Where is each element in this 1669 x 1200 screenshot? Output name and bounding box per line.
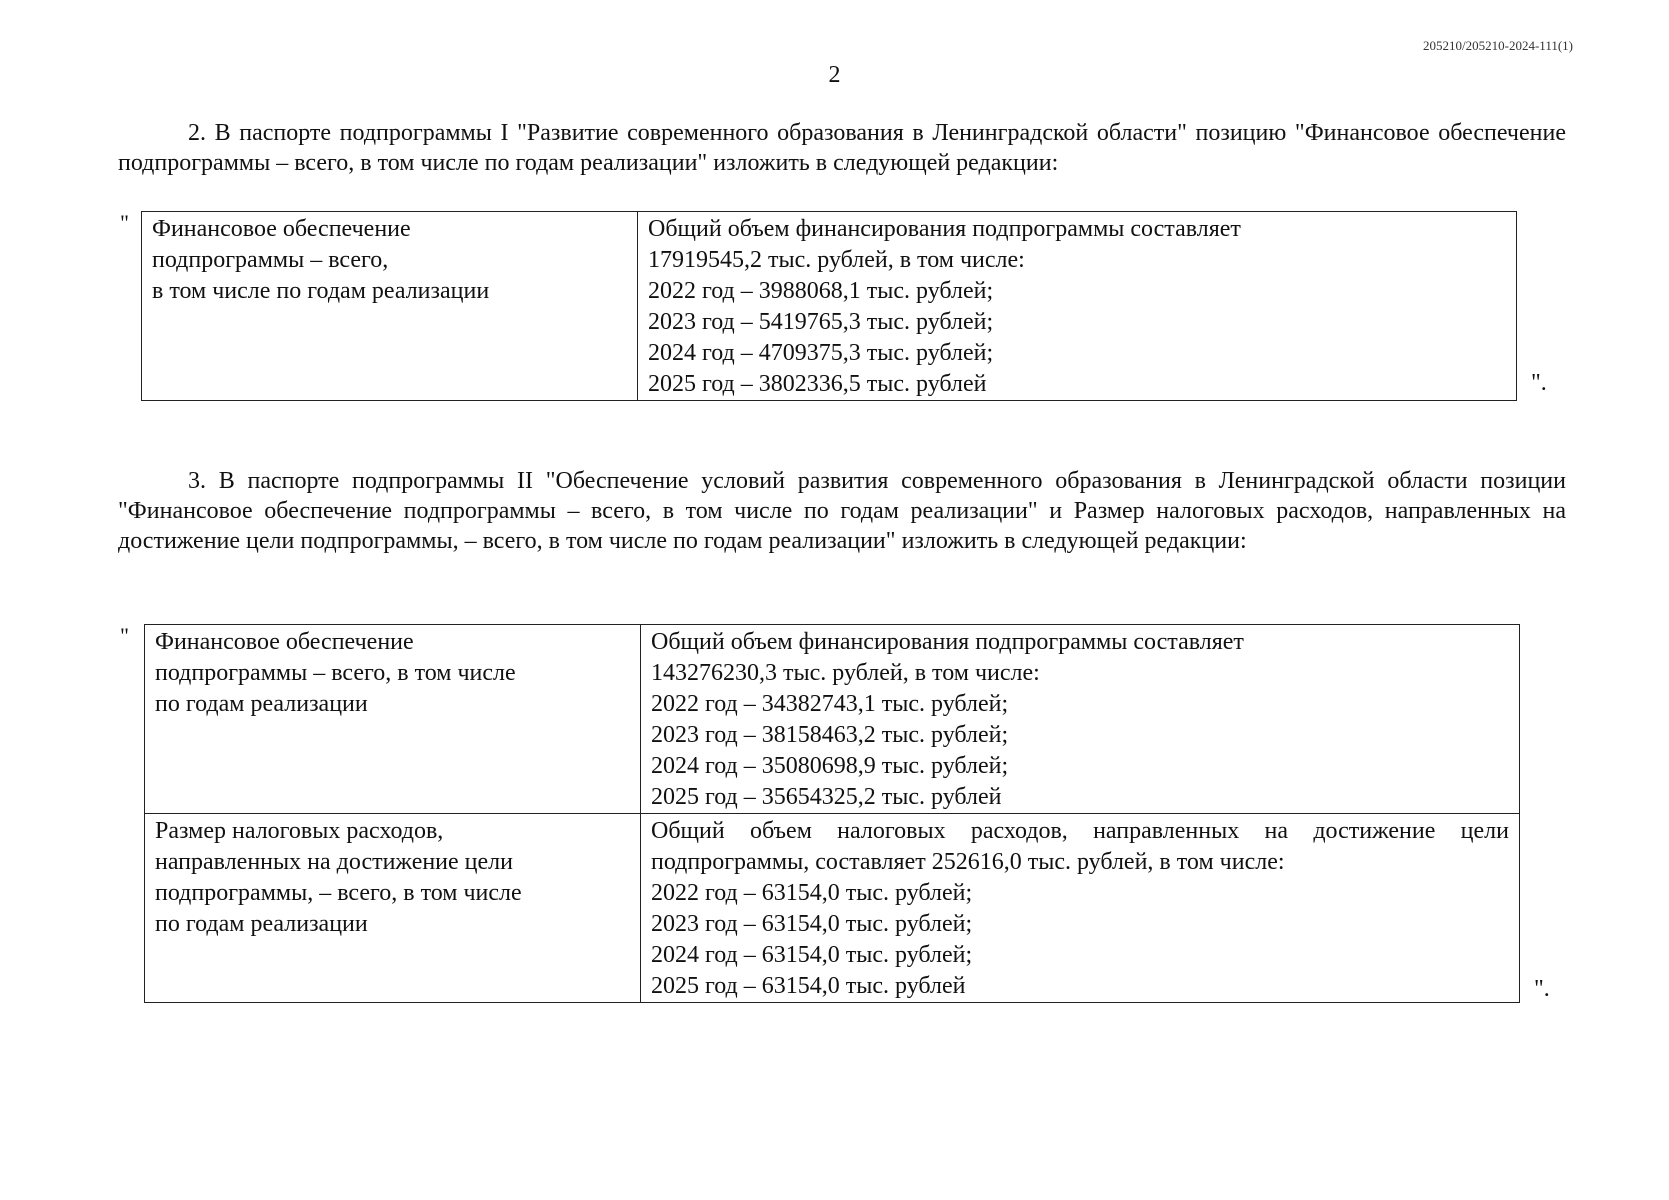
table1-close-quote: ". — [1531, 370, 1547, 396]
cell-line: подпрограммы – всего, — [152, 247, 389, 273]
page-number: 2 — [828, 62, 841, 88]
cell-line: 2024 год – 4709375,3 тыс. рублей; — [648, 340, 994, 366]
cell-line: 2024 год – 35080698,9 тыс. рублей; — [651, 753, 1009, 779]
cell-line: Общий объем финансирования подпрограммы составляет — [648, 216, 1241, 242]
table2-close-quote: ". — [1534, 976, 1550, 1002]
cell-line: по годам реализации — [155, 911, 368, 937]
table-row — [142, 212, 1517, 401]
cell-line: подпрограммы, составляет 252616,0 тыс. рублей, в том числе: — [651, 849, 1285, 875]
cell-line: 2023 год – 63154,0 тыс. рублей; — [651, 911, 973, 937]
table2-row1-left-cell — [145, 625, 641, 814]
cell-line: 2024 год – 63154,0 тыс. рублей; — [651, 942, 973, 968]
cell-line: 2023 год – 5419765,3 тыс. рублей; — [648, 309, 994, 335]
cell-line: 143276230,3 тыс. рублей, в том числе: — [651, 660, 1040, 686]
cell-line: 2025 год – 35654325,2 тыс. рублей — [651, 784, 1002, 810]
cell-line: 2022 год – 3988068,1 тыс. рублей; — [648, 278, 994, 304]
cell-line: по годам реализации — [155, 691, 368, 717]
table-row — [145, 625, 1520, 814]
cell-line: Общий объем налоговых расходов, направленных на достижение цели — [651, 818, 1509, 844]
cell-line: 2025 год – 63154,0 тыс. рублей — [651, 973, 966, 999]
cell-line: направленных на достижение цели — [155, 849, 513, 875]
cell-line: 17919545,2 тыс. рублей, в том числе: — [648, 247, 1025, 273]
cell-line: подпрограммы – всего, в том числе — [155, 660, 516, 686]
table-row — [145, 814, 1520, 1003]
cell-line: Размер налоговых расходов, — [155, 818, 444, 844]
cell-line: Общий объем финансирования подпрограммы составляет — [651, 629, 1244, 655]
cell-line: в том числе по годам реализации — [152, 278, 490, 304]
paragraph-item-2: 2. В паспорте подпрограммы I "Развитие современного образования в Ленинградской области" позицию "Финансовое обеспечение подпрограммы – всего, в том числе по годам реализации" изложить в следующей редакции: — [118, 120, 1566, 176]
table2-open-quote: " — [120, 623, 129, 648]
cell-line: Финансовое обеспечение — [155, 629, 414, 655]
cell-line: подпрограммы, – всего, в том числе — [155, 880, 522, 906]
table2-row1-right-cell — [641, 625, 1520, 814]
cell-line: 2022 год – 34382743,1 тыс. рублей; — [651, 691, 1009, 717]
table2-row2-left-cell — [145, 814, 641, 1003]
table2-row2-right-cell — [641, 814, 1520, 1003]
table1-right-cell — [638, 212, 1517, 401]
document-id: 205210/205210-2024-111(1) — [1423, 38, 1573, 53]
cell-line: 2022 год – 63154,0 тыс. рублей; — [651, 880, 973, 906]
cell-line: 2023 год – 38158463,2 тыс. рублей; — [651, 722, 1009, 748]
cell-line: 2025 год – 3802336,5 тыс. рублей — [648, 371, 987, 397]
cell-line: Финансовое обеспечение — [152, 216, 411, 242]
table1-left-cell — [142, 212, 638, 401]
paragraph-item-3: 3. В паспорте подпрограммы II "Обеспечение условий развития современного образования в Ленинградской области позиции "Финансовое обеспечение подпрограммы – всего, в том числе по годам реализации" и Размер налоговых расходов, направленных на достижение цели подпрограммы, – всего, в том числе по годам реализации" изложить в следующей редакции: — [118, 468, 1566, 554]
table1-open-quote: " — [120, 210, 129, 235]
table-financing-subprogram-2 — [144, 624, 1520, 1003]
table-financing-subprogram-1 — [141, 211, 1517, 401]
